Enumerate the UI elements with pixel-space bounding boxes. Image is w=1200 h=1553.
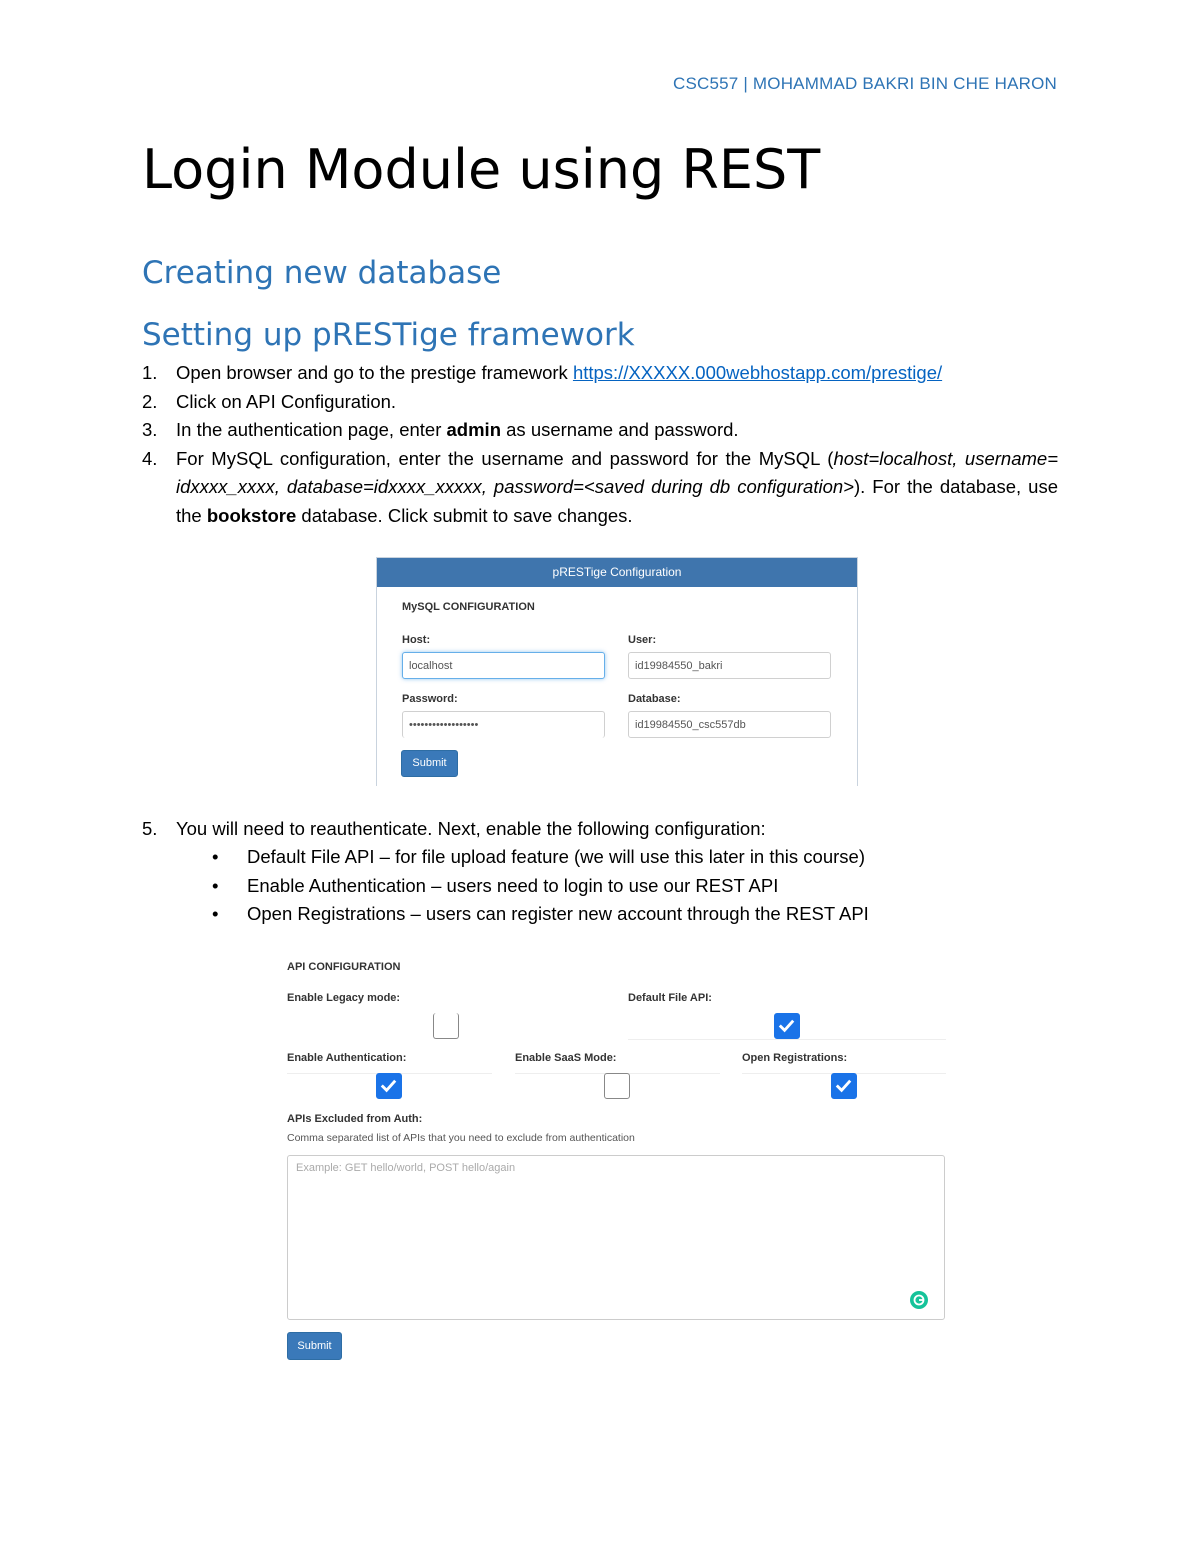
legacy-mode-label: Enable Legacy mode: [287,992,401,1004]
heading-setting-up-prestige: Setting up pRESTige framework [142,317,635,353]
open-registrations-label: Open Registrations: [742,1052,848,1064]
default-file-api-checkbox[interactable] [774,1013,800,1039]
api-submit-button[interactable]: Submit [287,1332,342,1360]
steps-list [142,359,1058,530]
row-divider [628,1039,946,1040]
database-input[interactable]: id19984550_csc557db [628,711,831,738]
database-label: Database: [628,693,681,705]
password-label: Password: [402,693,458,705]
open-registrations-checkbox[interactable] [831,1073,857,1099]
excluded-apis-help: Comma separated list of APIs that you need to exclude from authentication [287,1132,635,1144]
legacy-mode-checkbox[interactable] [433,1013,459,1039]
config-bullets [142,843,1058,929]
config-title-bar: pRESTige Configuration [377,558,857,587]
mysql-config-screenshot [376,557,858,786]
document-title: Login Module using REST [142,138,821,201]
step-5: 5. You will need to reauthenticate. Next, enable the following configuration: [142,818,766,839]
grammarly-icon[interactable] [910,1291,928,1309]
step-3: 3. In the authentication page, enter admin as username and password. [142,419,739,440]
saas-mode-checkbox[interactable] [604,1073,630,1099]
mysql-section-title: MySQL CONFIGURATION [402,601,535,613]
api-config-screenshot [283,955,953,1365]
bullet-enable-authentication: • Enable Authentication – users need to login to use our REST API [212,874,779,896]
host-label: Host: [402,634,431,646]
excluded-apis-textarea[interactable]: Example: GET hello/world, POST hello/again [287,1155,945,1320]
step-2: 2. Click on API Configuration. [142,390,397,412]
enable-auth-label: Enable Authentication: [287,1052,407,1064]
user-label: User: [628,634,657,646]
host-input[interactable]: localhost [402,652,605,679]
excluded-apis-label: APIs Excluded from Auth: [287,1113,423,1125]
steps-list-continued [142,815,1058,844]
config-submit-button[interactable]: Submit [401,750,458,777]
heading-creating-database: Creating new database [142,255,502,291]
page-header: CSC557 | MOHAMMAD BAKRI BIN CHE HARON [673,74,1057,93]
password-input[interactable]: •••••••••••••••••• [402,711,605,738]
prestige-link[interactable]: https://XXXXX.000webhostapp.com/prestige/ [572,362,943,383]
api-section-title: API CONFIGURATION [287,961,401,973]
user-input[interactable]: id19984550_bakri [628,652,831,679]
step-4: 4. For MySQL configuration, enter the username and password for the MySQL (host=localhost, username= idxxxx_xxxx, database=idxxxx_xxxxx, password=<saved during db configuration>). For the database, use the bookstore database. Click submit to save changes. [142,447,1058,526]
bullet-open-registrations: • Open Registrations – users can register new account through the REST API [212,903,869,924]
enable-auth-checkbox[interactable] [376,1073,402,1099]
bullet-default-file-api: • Default File API – for file upload feature (we will use this later in this course) [212,846,865,867]
step-1: 1. Open browser and go to the prestige framework https://XXXXX.000webhostapp.com/prestige/ [142,362,943,383]
default-file-api-label: Default File API: [628,992,712,1004]
saas-mode-label: Enable SaaS Mode: [515,1052,617,1064]
